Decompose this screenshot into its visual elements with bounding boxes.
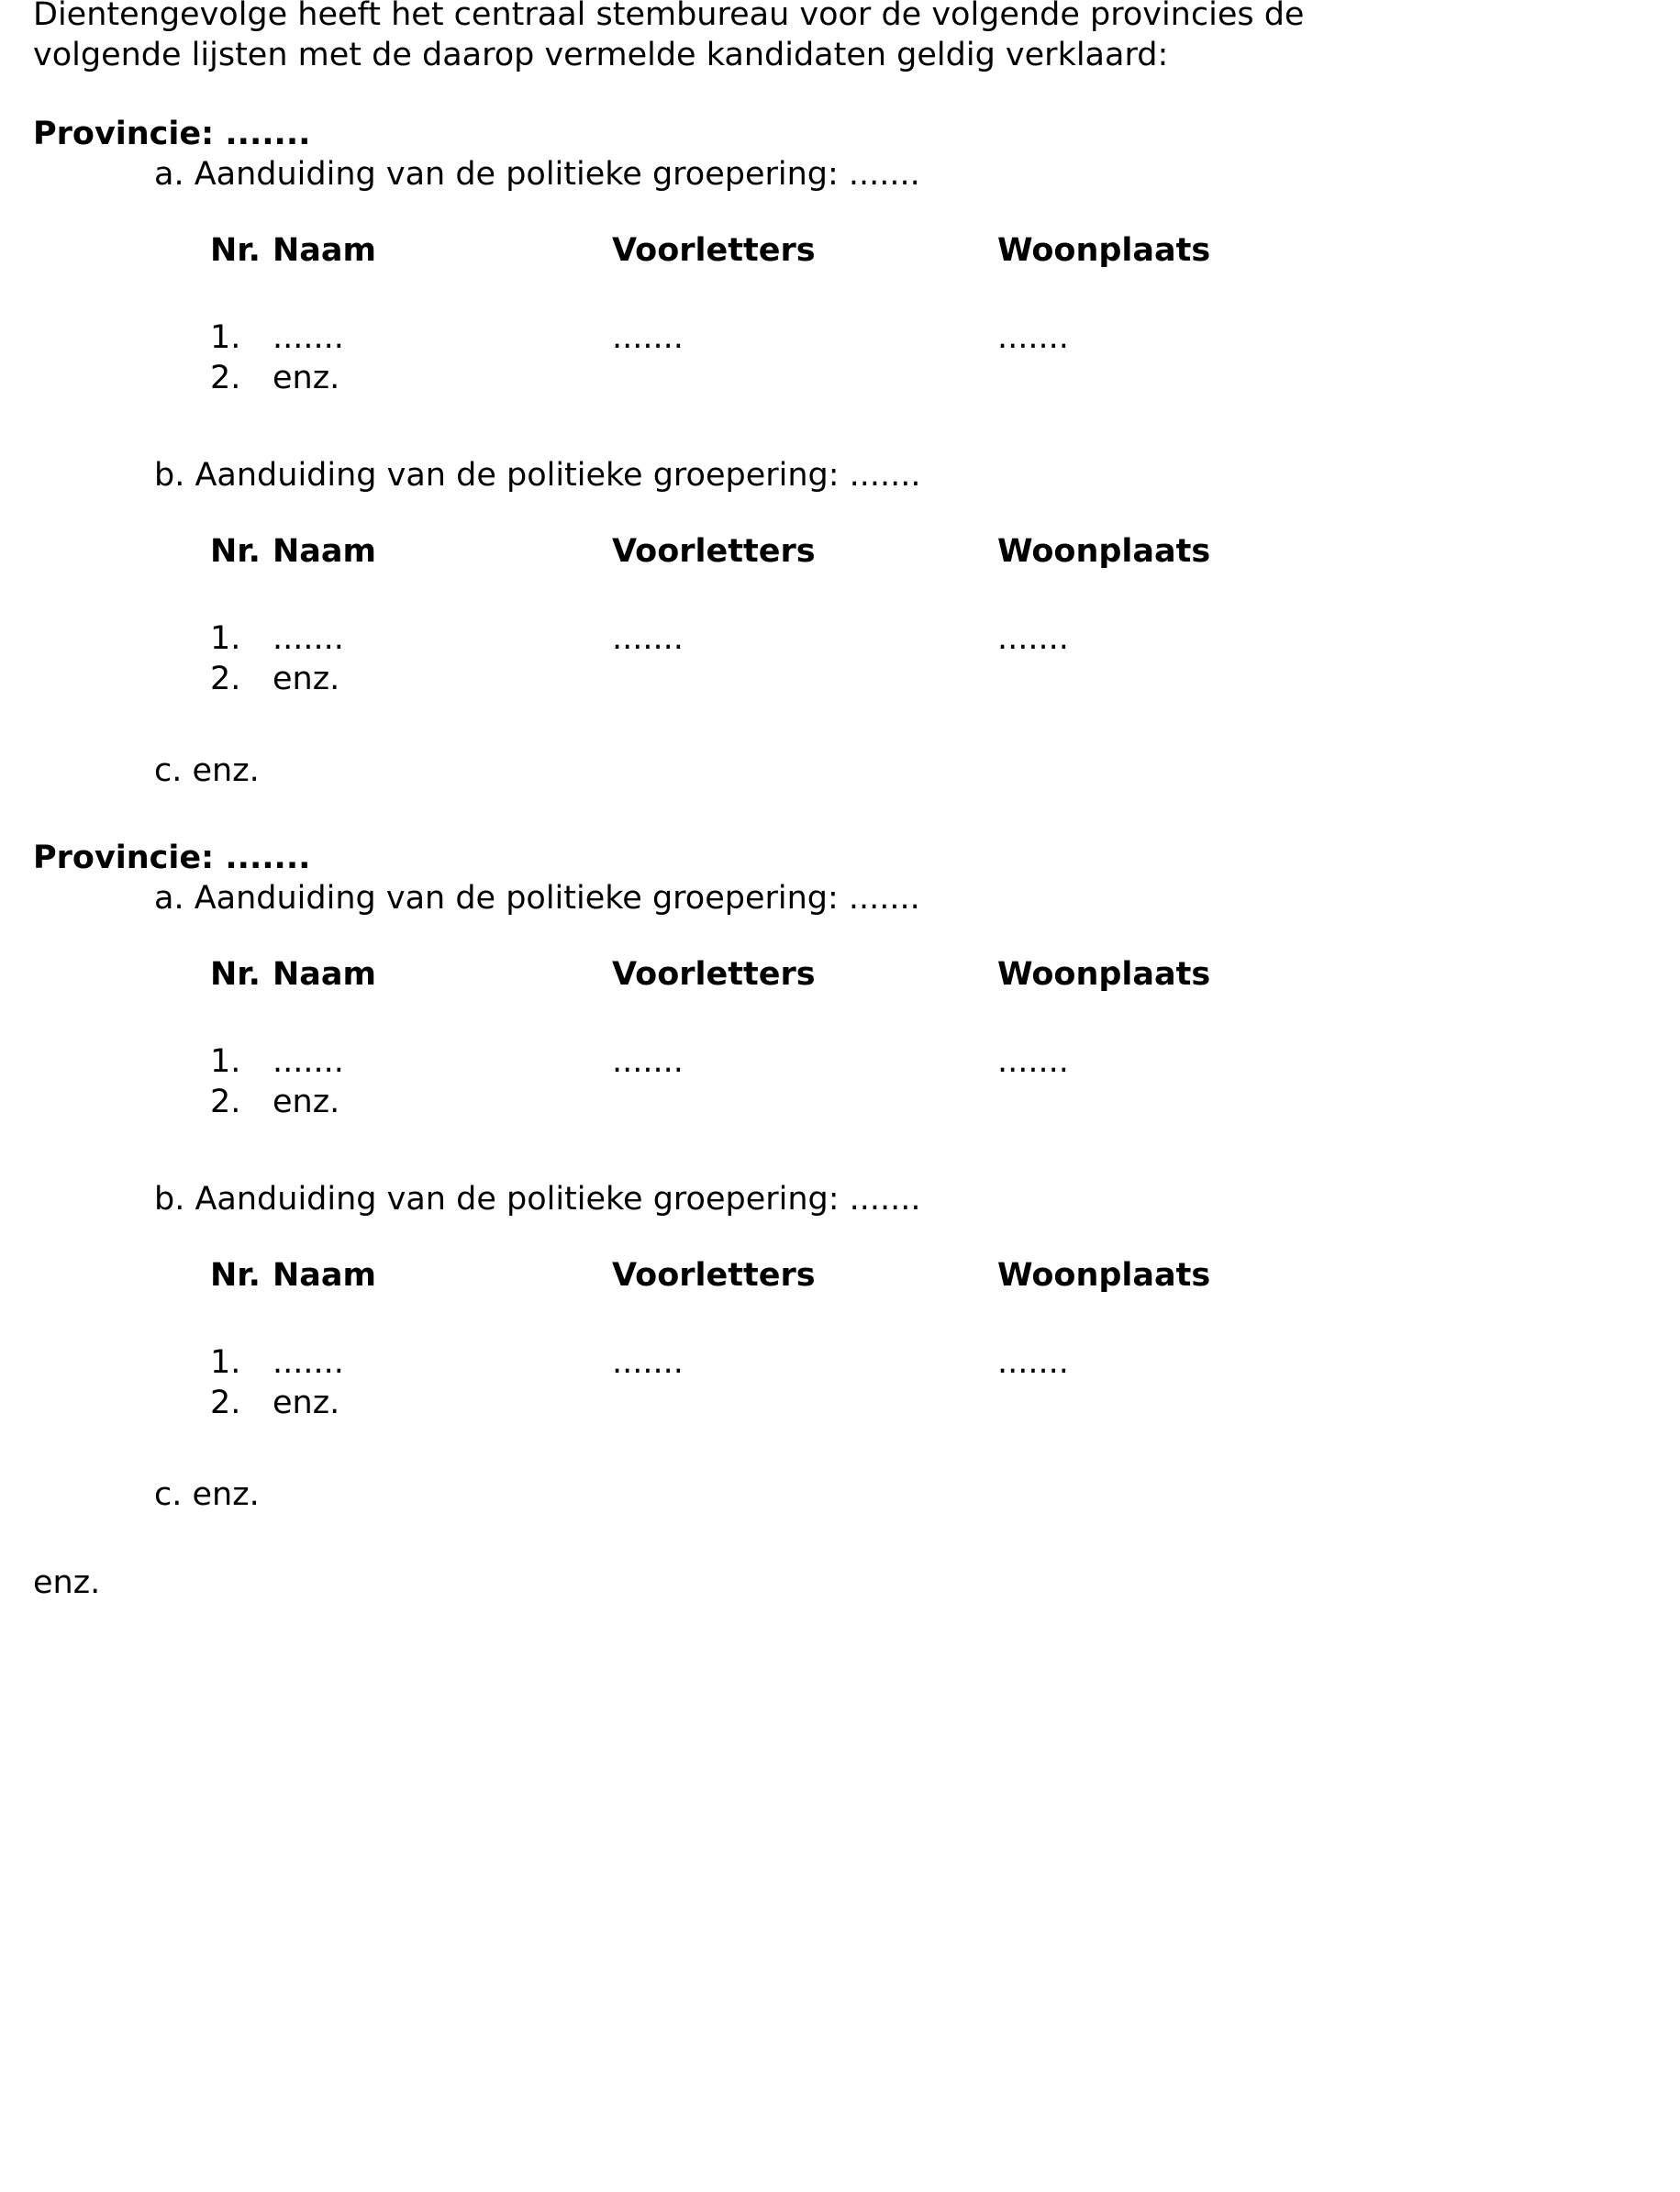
row-naam: ....... [273,1344,344,1381]
row-woonplaats: ....... [997,1043,1069,1080]
row-naam: enz. [273,360,340,396]
row-voorletters: ....... [612,620,684,657]
table-header-nr: Nr. [210,956,261,993]
row-naam: enz. [273,1385,340,1421]
row-woonplaats: ....... [997,1344,1069,1381]
row-nr: 2. [210,1084,241,1120]
table-header-nr: Nr. [210,1257,261,1294]
row-voorletters: ....... [612,319,684,356]
group-label: a. Aanduiding van de politieke groepering: ....... [154,156,920,193]
table-header-nr: Nr. [210,533,261,570]
table-header-naam: Naam [273,956,376,993]
row-naam: enz. [273,1084,340,1120]
row-voorletters: ....... [612,1043,684,1080]
table-header-naam: Naam [273,1257,376,1294]
table-header-woonplaats: Woonplaats [997,232,1211,269]
intro-line-2: volgende lijsten met de daarop vermelde kandidaten geldig verklaard: [33,37,1169,73]
table-header-woonplaats: Woonplaats [997,533,1211,570]
province-label: Provincie: ....... [33,116,311,152]
row-nr: 2. [210,360,241,396]
closing-text: enz. [33,1564,101,1601]
table-header-naam: Naam [273,232,376,269]
table-header-voorletters: Voorletters [612,232,816,269]
row-woonplaats: ....... [997,620,1069,657]
table-header-nr: Nr. [210,232,261,269]
table-header-woonplaats: Woonplaats [997,956,1211,993]
row-naam: ....... [273,620,344,657]
row-nr: 1. [210,1344,241,1381]
row-nr: 1. [210,1043,241,1080]
row-naam: enz. [273,661,340,697]
group-label: b. Aanduiding van de politieke groepering: ....... [154,457,921,494]
table-header-woonplaats: Woonplaats [997,1257,1211,1294]
row-voorletters: ....... [612,1344,684,1381]
more-groups-text: c. enz. [154,1476,260,1513]
row-nr: 2. [210,1385,241,1421]
row-woonplaats: ....... [997,319,1069,356]
row-naam: ....... [273,1043,344,1080]
row-naam: ....... [273,319,344,356]
intro-line-1: Dientengevolge heeft het centraal stembureau voor de volgende provincies de [33,0,1305,33]
row-nr: 1. [210,319,241,356]
table-header-voorletters: Voorletters [612,1257,816,1294]
table-header-voorletters: Voorletters [612,533,816,570]
group-label: b. Aanduiding van de politieke groepering: ....... [154,1181,921,1218]
row-nr: 1. [210,620,241,657]
table-header-naam: Naam [273,533,376,570]
more-groups-text: c. enz. [154,752,260,789]
row-nr: 2. [210,661,241,697]
group-label: a. Aanduiding van de politieke groepering: ....... [154,880,920,917]
table-header-voorletters: Voorletters [612,956,816,993]
province-label: Provincie: ....... [33,840,311,876]
